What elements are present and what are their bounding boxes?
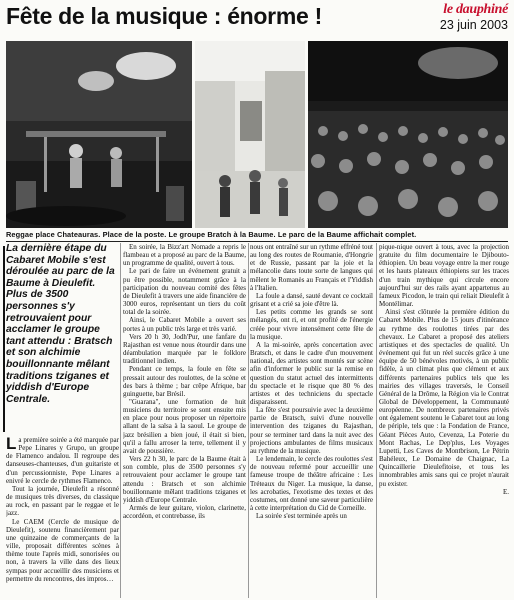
lead-bar xyxy=(3,246,5,432)
column-divider xyxy=(248,243,249,598)
paragraph: "Guarana", une formation de huit musiciens du territoire se sont ensuite mis en place pour nous proposer un répertoire allant de la salsa à la saoul. Le groupe de jazz brésilien a bien joué, il était si bien, qu'il a fallu arroser la terre, tellement il y avait de poussière. xyxy=(123,397,246,455)
paragraph: Ainsi, le Cabaret Mobile a ouvert ses portes à un public très large et très varié. xyxy=(123,316,246,333)
paragraph: La soirée s'est terminée après un xyxy=(256,512,347,521)
paragraph: Vers 22 h 30, le parc de la Baume était à son comble, plus de 3500 personnes s'y retrouvaient pour acclamer le groupe tant attendu : Bratsch et son alchimie bouillonnante mêlant traditions tziganes et yiddish d'Europe Centrale. xyxy=(123,455,246,504)
paragraph: Armés de leur guitare, violon, clarinette, accordéon, et contrebasse, ils xyxy=(123,504,246,521)
paragraph: Le lendemain, le cercle des roulottes s'est de nouveau refermé pour accueillir une fameuse troupe de théâtre africaine : Les Tréteaux du Niger. La musique, la danse, les acrobaties, l'exotisme des textes et des costumes, ont donné une saveur particulière à cette interprétation du Cid de Corneille. xyxy=(250,455,373,512)
paragraph: Pendant ce temps, la foule en fête se pressait autour des roulottes, de la scène et des bars à thème ; bar crêpe Afrique, bar guinguette, bar Brésil. xyxy=(123,365,246,398)
photo-strip xyxy=(6,41,508,228)
paragraph: Ainsi s'est clôturée la première édition du Cabaret Mobile. Plus de 15 jours d'itinérance au rythme des roulottes tirées par des chevaux. Le Cabaret a proposé des ateliers artistiques et des spectacles de qualité. Un événement qui fut un réel succès grâce à une équipe de 50 bénévoles motivés, à un public fidèle, à un climat plus que clément et aux différents partenaires publics tels que les mairies des villages traversés, le Conseil Général de la Drôme, la Région via le Contrat Global de Développement, la Communauté européenne. De nombreux partenaires privés ont également soutenu le Cabaret tout au long de périple, tels que : la Fondation de France, Géant Pièces Auto, Cevenza, La Poterie du Mont Rachas, Le Dep'plus, Les Voyages Lupetti, Les Caves de Montbrison, Le Pétrin Bahéleux, Le Domaine de Chaignac, La Quincaillerie Dieulefitoise, et tous les innombrables amis sans qui ce projet n'aurait pu exister. xyxy=(379,308,509,488)
photo-place-de-la-poste xyxy=(195,41,305,228)
paragraph: Les petits comme les grands se sont mélangés, ont ri, et ont profité de l'énergie créée pour vivre intensément cette fête de la musique. xyxy=(250,308,373,341)
column-divider xyxy=(376,243,377,598)
author-signature: E. xyxy=(502,487,509,496)
column-1 xyxy=(6,436,119,598)
paragraph: A la mi-soirée, après concertation avec Bratsch, et dans le cadre d'un mouvement national, des artistes sont montés sur scène afin d'informer le public sur la remise en question du statut actuel des intermittents du spectacle et le risque que 80 % des artistes et des techniciens du spectacle disparaissent. xyxy=(250,340,373,406)
paragraph: Vers 20 h 30, Jodh'Pur, une fanfare du Rajasthan est venue nous étourdir dans une déambulation marquée par le folklore traditionnel indien. xyxy=(123,332,246,366)
column-2 xyxy=(123,243,246,598)
drop-cap: L xyxy=(6,436,17,453)
column-4 xyxy=(379,243,509,598)
publication-date: 23 juin 2003 xyxy=(439,18,508,32)
photo-caption: Reggae place Chateauras. Place de la poste. Le groupe Bratch à la Baume. Le parc de la Baume affichait complet. xyxy=(6,230,417,239)
paragraph: pique-nique ouvert à tous, avec la projection gratuite du film documentaire le Djibouto-éthiopien. Un beau voyage entre la mer rouge et les hauts plateaux éthiopiens sur les traces d'un train mythique qui circule encore aujourd'hui sur des rails ayant appartenus au fameux Picodon, le train qui reliait Dieulefit à Montélimar. xyxy=(379,243,509,309)
masthead xyxy=(440,2,508,32)
paragraph: Le pari de faire un événement gratuit a pu être possible, notamment grâce à la participation du nouveau comité des fêtes de Dieulefit à travers une aide financière de 3000 euros, représentant un tiers du coût total de la soirée. xyxy=(123,267,246,317)
article-lead: La dernière étape du Cabaret Mobile s'est déroulée au parc de la Baume à Dieulefit. Plus de 3500 personnes s'y retrouvaient pour acclamer le groupe tant attendu : Bratsch et son alchimie bouillonnante mêlant traditions tziganes et yiddish d'Europe Centrale. xyxy=(6,243,115,405)
article-headline: Fête de la musique : énorme ! xyxy=(6,3,322,29)
photo-reggae-stage xyxy=(6,41,192,228)
newspaper-logo: le dauphiné xyxy=(443,2,508,17)
photo-parc-de-la-baume xyxy=(308,41,508,228)
paragraph: Tout la journée, Dieulefit a résonné de musiques très diverses, du classique au rock, en passant par le reggae et le jazz. xyxy=(6,484,119,518)
paragraph: La première soirée a été marquée par Pepe Linares y Grupo, un groupe de Flamenco andalou. Il regroupe des danseuses-chanteuses, d'un guitariste et d'un percussionniste, Pepe Linares a enivré le cercle de rythmes Flamenco. xyxy=(6,436,119,485)
paragraph: nous ont entraîné sur un rythme effréné tout au long des routes de Roumanie, d'Hongrie et de Russie, passant par la joie et la mélancolie dans toute sorte de langues qui mêlent le Romanès au Français et l'Yiddish à l'Italien. xyxy=(250,243,373,292)
paragraph: En soirée, la Bizz'art Nomade a repris le flambeau et a proposé au parc de la Baume, un programme de qualité, ouvert à tous. xyxy=(123,243,246,268)
paragraph: Le CAEM (Cercle de musique de Dieulefit), soutenu financièrement par une quinzaine de commerçants de la ville, proposait différentes scènes à thème toute l'après midi, sonorisées ou non, à travers la ville dans des lieux sympas pour accueillir des musiciens et permettre du rencontres, des impros… xyxy=(6,517,119,583)
caption-rule xyxy=(6,241,508,242)
paragraph: La fête s'est poursuivie avec la deuxième partie de Bratsch, suivi d'une nouvelle intervention des tziganes du Rajasthan, pour se terminer tard dans la nuit avec des projections ambulantes de films musicaux au rythme de la musique. xyxy=(250,406,373,455)
column-3 xyxy=(250,243,373,598)
column-divider xyxy=(120,243,121,598)
paragraph: La foule a dansé, sauté devant ce cocktail grisant et a crié sa joie d'être là. xyxy=(250,291,373,309)
